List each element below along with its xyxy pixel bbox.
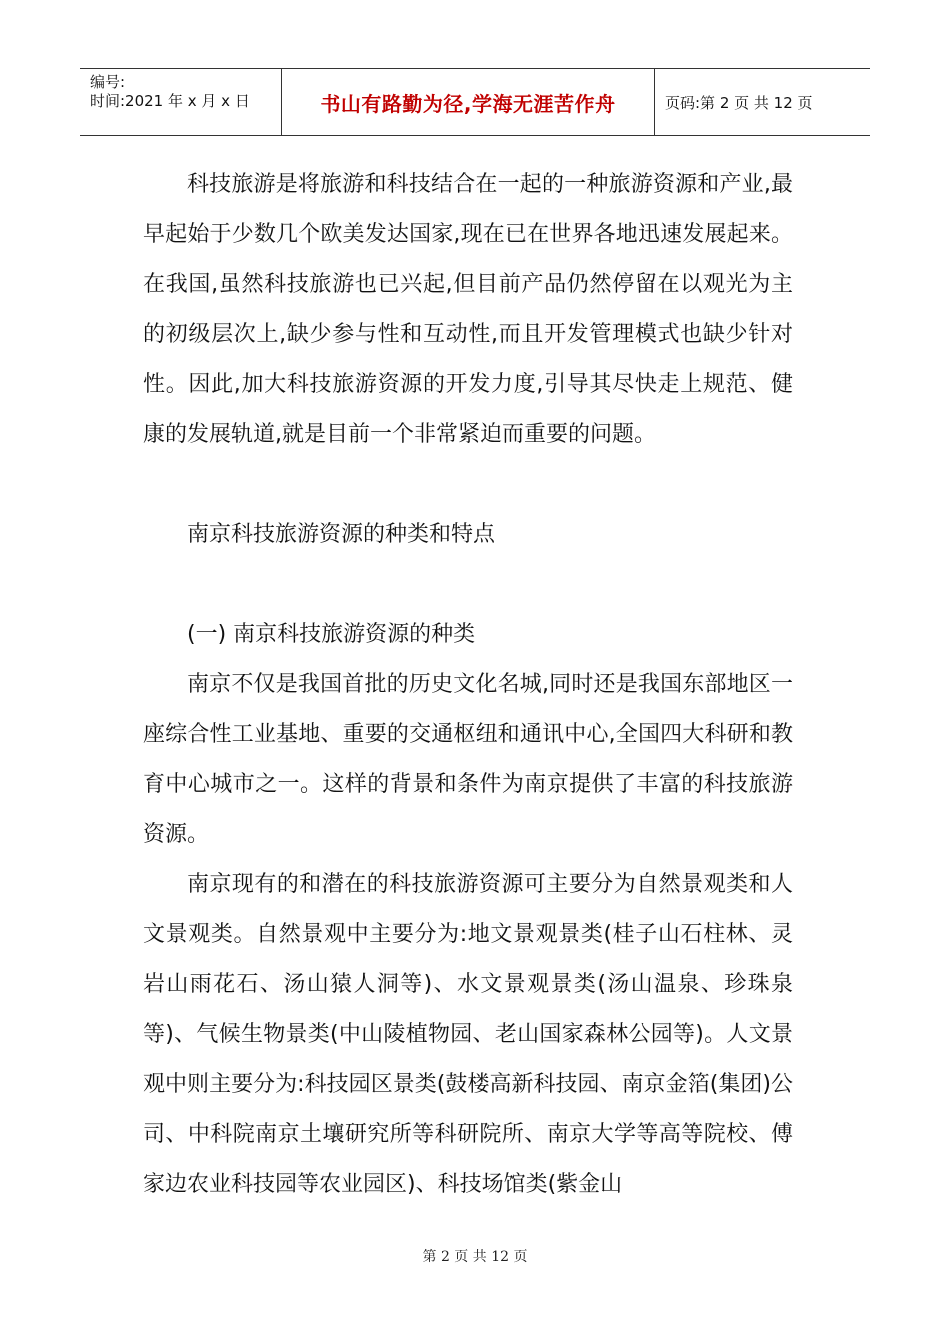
header-page-indicator: 页码:第 2 页 共 12 页: [665, 93, 813, 112]
body-paragraph: 南京现有的和潜在的科技旅游资源可主要分为自然景观类和人文景观类。自然景观中主要分为:地文景观景类(桂子山石柱林、灵岩山雨花石、汤山猿人洞等)、水文景观景类(汤山温泉、珍珠泉等)、气候生物景类(中山陵植物园、老山国家森林公园等)。人文景观中则主要分为:科技园区景类(鼓楼高新科技园、南京金箔(集团)公司、中科院南京土壤研究所等科研院所、南京大学等高等院校、傅家边农业科技园等农业园区)、科技场馆类(紫金山: [143, 872, 793, 1197]
page-footer: 第 2 页 共 12 页: [422, 1249, 528, 1265]
spacer: [143, 460, 793, 510]
page-header: [80, 68, 870, 136]
header-motto: 书山有路勤为径,学海无涯苦作舟: [282, 69, 655, 135]
body-paragraph: 南京不仅是我国首批的历史文化名城,同时还是我国东部地区一座综合性工业基地、重要的交通枢纽和通讯中心,全国四大科研和教育中心城市之一。这样的背景和条件为南京提供了丰富的科技旅游资源。: [143, 672, 793, 847]
document-number-label: 编号:: [90, 73, 126, 91]
subsection-title: (一) 南京科技旅游资源的种类: [187, 622, 476, 647]
header-meta: [80, 69, 282, 135]
document-date-label: 时间:2021 年 x 月 x 日: [90, 92, 250, 110]
spacer: [143, 560, 793, 610]
section-title: 南京科技旅游资源的种类和特点: [187, 522, 496, 547]
intro-paragraph: 科技旅游是将旅游和科技结合在一起的一种旅游资源和产业,最早起始于少数几个欧美发达国家,现在已在世界各地迅速发展起来。在我国,虽然科技旅游也已兴起,但目前产品仍然停留在以观光为主的初级层次上,缺少参与性和互动性,而且开发管理模式也缺少针对性。因此,加大科技旅游资源的开发力度,引导其尽快走上规范、健康的发展轨道,就是目前一个非常紧迫而重要的问题。: [143, 172, 793, 447]
document-body: [143, 160, 793, 1210]
